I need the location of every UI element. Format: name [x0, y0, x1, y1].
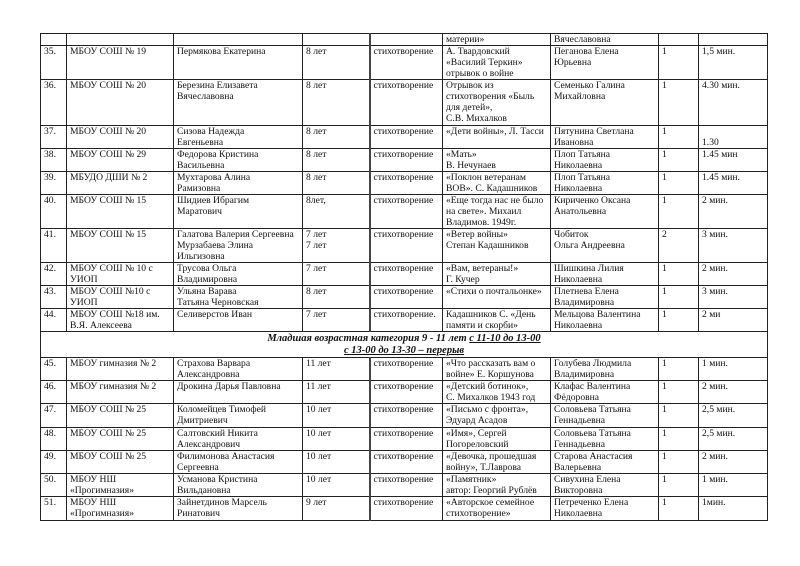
break-time: с 13-00 до 13-30 – перерыв [343, 345, 465, 356]
table-row [41, 309, 768, 332]
count-cell: 1 [659, 46, 699, 80]
table-row [41, 149, 768, 172]
age-cell: 8 лет [303, 46, 370, 80]
count-cell: 2 [659, 229, 699, 263]
name-cell: Ульяна Варава Татьяна Черновская [174, 286, 303, 309]
work-cell: «Дети войны», Л. Тасси [443, 126, 551, 149]
name-cell: Федорова Кристина Васильевна [174, 149, 303, 172]
time-cell: 1 мин. [699, 474, 768, 497]
n-cell: 47. [41, 404, 67, 428]
n-cell: 36. [41, 80, 67, 126]
table-row [41, 195, 768, 229]
genre-cell: стихотворение [370, 149, 443, 172]
work-cell: материи» [443, 34, 551, 46]
genre-cell: стихотворение [370, 381, 443, 404]
time-cell: 1 мин. [699, 358, 768, 381]
school-cell: МБОУ СОШ № 20 [67, 126, 174, 149]
category-title: Младшая возрастная категория 9 - 11 лет [267, 333, 470, 344]
name-cell: Селиверстов Иван [174, 309, 303, 332]
n-cell: 42. [41, 263, 67, 286]
age-cell: 8 лет [303, 126, 370, 149]
age-cell: 9 лет [303, 497, 370, 521]
teacher-cell: Сивухина Елена Викторовна [551, 474, 659, 497]
n-cell: 39. [41, 172, 67, 195]
n-cell: 45. [41, 358, 67, 381]
work-cell: Кадашников С. «День памяти и скорби» [443, 309, 551, 332]
age-cell: 10 лет [303, 428, 370, 451]
table-row [41, 263, 768, 286]
n-cell: 41. [41, 229, 67, 263]
name-cell: Коломейцев Тимофей Дмитриевич [174, 404, 303, 428]
work-cell: «Имя», Сергей Погореловский [443, 428, 551, 451]
teacher-cell: Петреченко Елена Николаевна [551, 497, 659, 521]
count-cell: 1 [659, 428, 699, 451]
table-row [41, 381, 768, 404]
work-cell: «Ветер войны» Степан Кадашников [443, 229, 551, 263]
name-cell: Дрокина Дарья Павловна [174, 381, 303, 404]
n-cell: 35. [41, 46, 67, 80]
teacher-cell: Голубева Людмила Владимировна [551, 358, 659, 381]
genre-cell: стихотворение [370, 126, 443, 149]
genre-cell: стихотворение [370, 80, 443, 126]
name-cell: Салтовский Никита Александрович [174, 428, 303, 451]
school-cell: МБОУ СОШ №18 им. В.Я. Алексеева [67, 309, 174, 332]
time-cell: 1мин. [699, 497, 768, 521]
time-cell: 3 мин. [699, 286, 768, 309]
genre-cell: стихотворение [370, 497, 443, 521]
table-row [41, 46, 768, 80]
work-cell: «Авторское семейное стихотворение» [443, 497, 551, 521]
genre-cell: стихотворение [370, 46, 443, 80]
table-row [41, 474, 768, 497]
n-cell: 38. [41, 149, 67, 172]
work-cell: «Стихи о почтальонке» [443, 286, 551, 309]
school-cell: МБОУ СОШ № 29 [67, 149, 174, 172]
count-cell: 1 [659, 149, 699, 172]
teacher-cell: Клафас Валентина Фёдоровна [551, 381, 659, 404]
name-cell: Филимонова Анастасия Сергеевна [174, 451, 303, 474]
count-cell: 1 [659, 263, 699, 286]
genre-cell: стихотворение [370, 428, 443, 451]
work-cell: «Поклон ветеранам ВОВ». С. Кадашников [443, 172, 551, 195]
age-cell: 10 лет [303, 451, 370, 474]
table-row [41, 229, 768, 263]
count-cell: 1 [659, 451, 699, 474]
genre-cell: стихотворение. [370, 309, 443, 332]
teacher-cell: Соловьева Татьяна Геннадьевна [551, 404, 659, 428]
n-cell: 37. [41, 126, 67, 149]
age-cell: 8 лет [303, 286, 370, 309]
genre-cell: стихотворение [370, 172, 443, 195]
count-cell: 1 [659, 497, 699, 521]
n-cell: 50. [41, 474, 67, 497]
genre-cell: стихотворение [370, 474, 443, 497]
genre-cell: стихотворение [370, 195, 443, 229]
age-cell: 8лет, [303, 195, 370, 229]
time-cell: 3 мин. [699, 229, 768, 263]
school-cell: МБОУ СОШ № 25 [67, 404, 174, 428]
count-cell: 1 [659, 195, 699, 229]
table-row [41, 358, 768, 381]
time-cell: 2,5 мин. [699, 404, 768, 428]
table-row [41, 286, 768, 309]
n-cell: 46. [41, 381, 67, 404]
school-cell: МБОУ НШ «Прогимназия» [67, 497, 174, 521]
name-cell: Трусова Ольга Владимировна [174, 263, 303, 286]
teacher-cell: Старова Анастасия Валерьевна [551, 451, 659, 474]
n-cell: 40. [41, 195, 67, 229]
teacher-cell: Вячеславовна [551, 34, 659, 46]
time-cell: 2 мин. [699, 263, 768, 286]
school-cell: МБОУ СОШ № 20 [67, 80, 174, 126]
work-cell: А. Твардовский «Василий Теркин» отрывок о войне [443, 46, 551, 80]
table-row [41, 126, 768, 149]
table-row [41, 80, 768, 126]
count-cell: 1 [659, 474, 699, 497]
time-cell: 1.45 мин [699, 149, 768, 172]
genre-cell: стихотворение [370, 358, 443, 381]
time-cell: 1.30 [699, 126, 768, 149]
teacher-cell: Соловьева Татьяна Геннадьевна [551, 428, 659, 451]
participants-table [40, 33, 768, 521]
category-header [41, 332, 768, 358]
school-cell: МБОУ СОШ № 10 с УИОП [67, 263, 174, 286]
genre-cell: стихотворение [370, 404, 443, 428]
genre-cell: стихотворение [370, 286, 443, 309]
work-cell: «Письмо с фронта», Эдуард Асадов [443, 404, 551, 428]
age-cell: 8 лет [303, 172, 370, 195]
age-cell: 7 лет [303, 309, 370, 332]
work-cell: «Детский ботинок», С. Михалков 1943 год [443, 381, 551, 404]
work-cell: «Вам, ветераны!» Г. Кучер [443, 263, 551, 286]
work-cell: «Что рассказать вам о войне» Е. Коршунова [443, 358, 551, 381]
school-cell: МБОУ СОШ № 15 [67, 195, 174, 229]
teacher-cell: Шишкина Лилия Николаевна [551, 263, 659, 286]
n-cell: 51. [41, 497, 67, 521]
age-cell: 10 лет [303, 404, 370, 428]
time-cell: 1.45 мин. [699, 172, 768, 195]
count-cell: 1 [659, 80, 699, 126]
name-cell: Мухтарова Алина Рамизовна [174, 172, 303, 195]
table-row [41, 172, 768, 195]
school-cell: МБОУ СОШ № 15 [67, 229, 174, 263]
age-cell: 7 лет [303, 263, 370, 286]
name-cell: Шидиев Ибрагим Маратович [174, 195, 303, 229]
time-cell: 2 мин. [699, 195, 768, 229]
count-cell: 1 [659, 404, 699, 428]
genre-cell: стихотворение [370, 451, 443, 474]
school-cell: МБУДО ДШИ № 2 [67, 172, 174, 195]
work-cell: «Памятник» автор: Георгий Рублёв [443, 474, 551, 497]
name-cell: Зайнетдинов Марсель Ринатович [174, 497, 303, 521]
age-cell: 10 лет [303, 474, 370, 497]
teacher-cell: Плоп Татьяна Николаевна [551, 149, 659, 172]
name-cell: Галатова Валерия Сергеевна Мурзабаева Элина Ильгизовна [174, 229, 303, 263]
teacher-cell: Семенько Галина Михайловна [551, 80, 659, 126]
age-cell: 8 лет [303, 149, 370, 172]
name-cell: Пермякова Екатерина [174, 46, 303, 80]
teacher-cell: Кириченко Оксана Анатольевна [551, 195, 659, 229]
school-cell: МБОУ гимназия № 2 [67, 381, 174, 404]
time-cell: 2 ми [699, 309, 768, 332]
n-cell: 49. [41, 451, 67, 474]
genre-cell: стихотворение [370, 229, 443, 263]
time-cell: 2,5 мин. [699, 428, 768, 451]
time-cell: 1,5 мин. [699, 46, 768, 80]
count-cell: 1 [659, 358, 699, 381]
time-cell: 4.30 мин. [699, 80, 768, 126]
time-cell: 2 мин. [699, 381, 768, 404]
table-row [41, 451, 768, 474]
school-cell: МБОУ СОШ №10 с УИОП [67, 286, 174, 309]
count-cell: 1 [659, 172, 699, 195]
count-cell: 1 [659, 309, 699, 332]
teacher-cell: Пеганова Елена Юрьевна [551, 46, 659, 80]
genre-cell: стихотворение [370, 263, 443, 286]
name-cell: Сизова Надежда Евгеньевна [174, 126, 303, 149]
teacher-cell: Мельцова Валентина Николаевна [551, 309, 659, 332]
count-cell: 1 [659, 381, 699, 404]
teacher-cell: Плетнева Елена Владимировна [551, 286, 659, 309]
teacher-cell: Плоп Татьяна Николаевна [551, 172, 659, 195]
school-cell: МБОУ гимназия № 2 [67, 358, 174, 381]
age-cell: 11 лет [303, 381, 370, 404]
work-cell: «Девочка, прошедшая войну», Т.Лаврова [443, 451, 551, 474]
work-cell: «Мать» В. Нечунаев [443, 149, 551, 172]
category-header-row [41, 332, 768, 358]
table-row [41, 428, 768, 451]
age-cell: 7 лет 7 лет [303, 229, 370, 263]
school-cell: МБОУ СОШ № 25 [67, 428, 174, 451]
age-cell: 11 лет [303, 358, 370, 381]
name-cell: Страхова Варвара Александровна [174, 358, 303, 381]
n-cell: 44. [41, 309, 67, 332]
name-cell: Березина Елизавета Вячеславовна [174, 80, 303, 126]
teacher-cell: Пятунина Светлана Ивановна [551, 126, 659, 149]
n-cell: 48. [41, 428, 67, 451]
category-time: с 11-10 до 13-00 [469, 333, 541, 344]
school-cell: МБОУ СОШ № 25 [67, 451, 174, 474]
count-cell: 1 [659, 126, 699, 149]
table-row [41, 404, 768, 428]
continued-row [41, 34, 768, 46]
work-cell: Отрывок из стихотворения «Быль для детей», С.В. Михалков [443, 80, 551, 126]
count-cell: 1 [659, 286, 699, 309]
n-cell: 43. [41, 286, 67, 309]
table-row [41, 497, 768, 521]
school-cell: МБОУ СОШ № 19 [67, 46, 174, 80]
school-cell: МБОУ НШ «Прогимназия» [67, 474, 174, 497]
age-cell: 8 лет [303, 80, 370, 126]
name-cell: Усманова Кристина Вильдановна [174, 474, 303, 497]
teacher-cell: Чобиток Ольга Андреевна [551, 229, 659, 263]
time-cell: 2 мин. [699, 451, 768, 474]
work-cell: «Еще тогда нас не было на свете». Михаил Владимов. 1949г. [443, 195, 551, 229]
